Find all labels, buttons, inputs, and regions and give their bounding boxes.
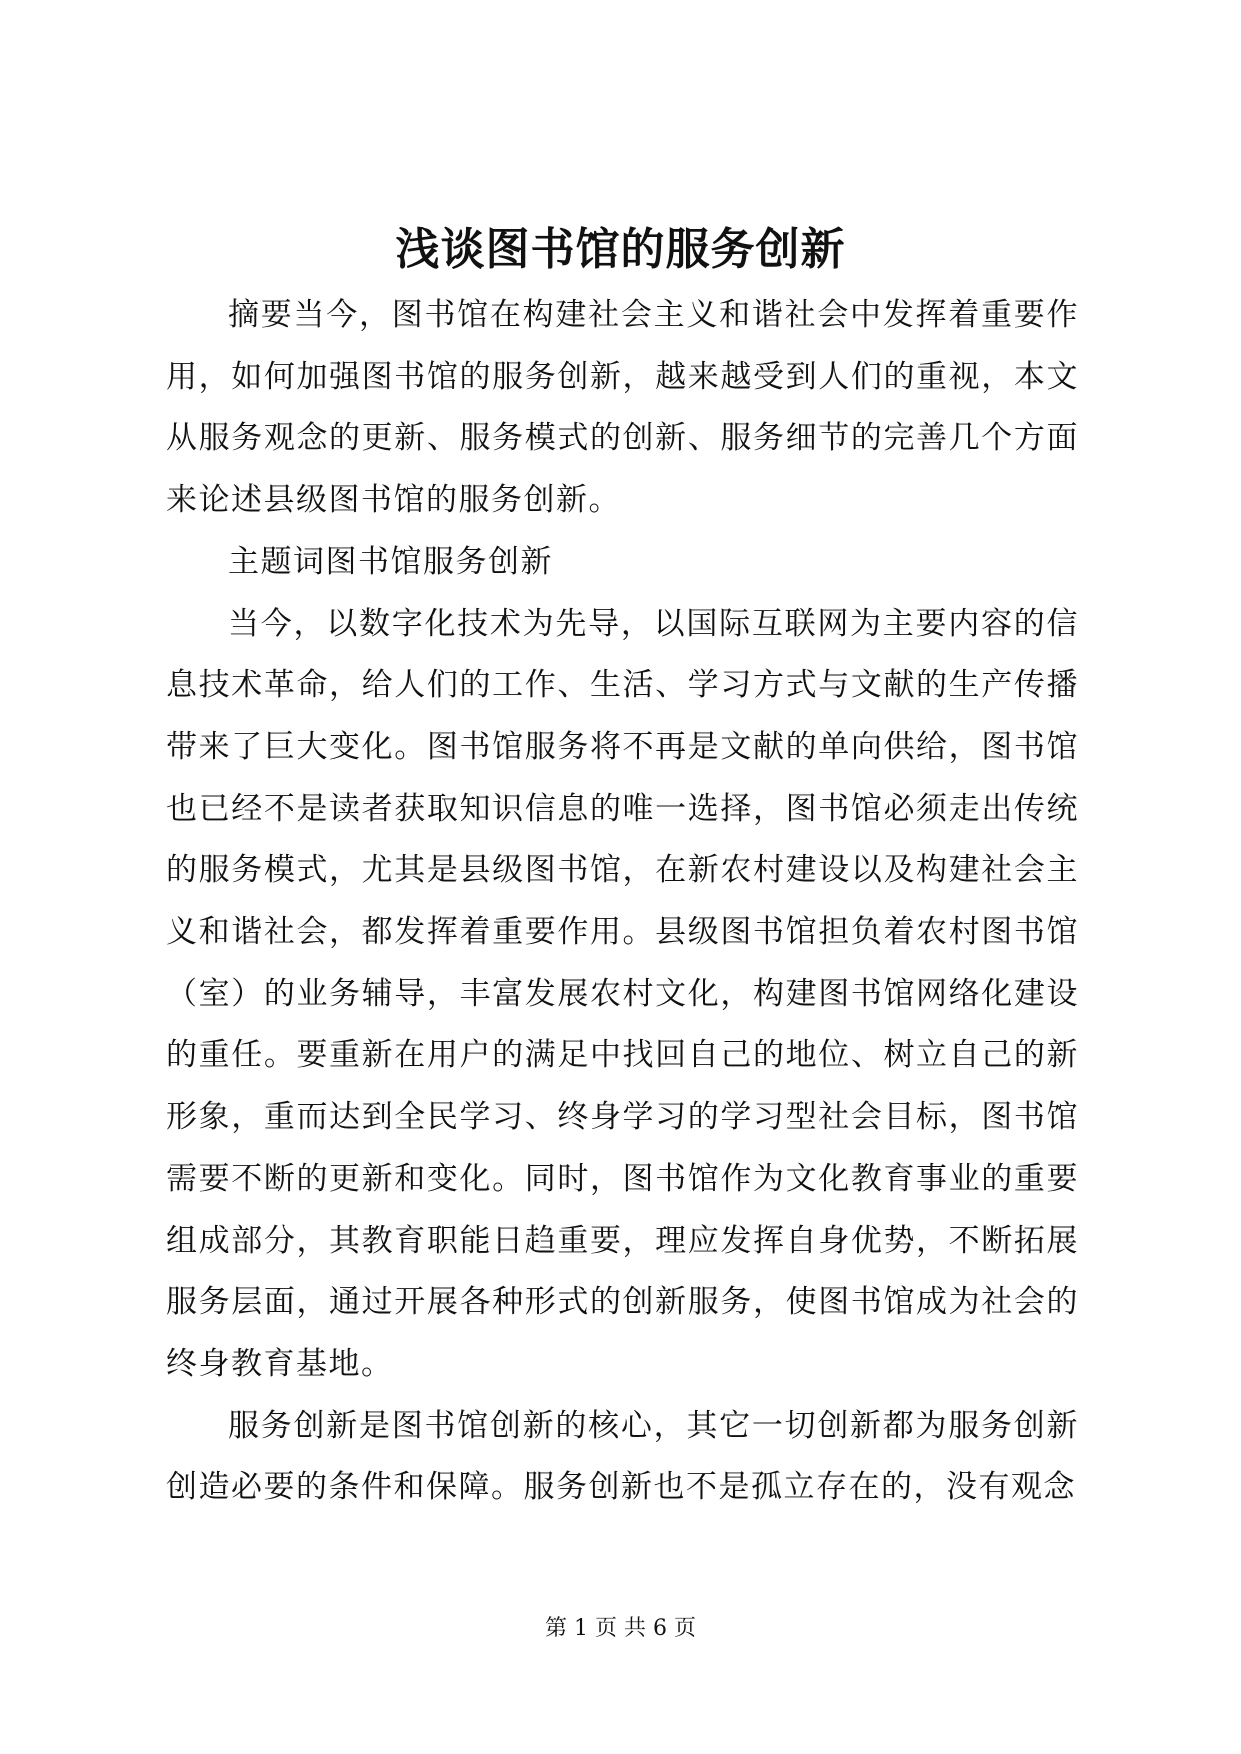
abstract-paragraph: 摘要当今，图书馆在构建社会主义和谐社会中发挥着重要作用，如何加强图书馆的服务创新，越来越受到人们的重视，本文从服务观念的更新、服务模式的创新、服务细节的完善几个方面来论述县级图书馆的服务创新。 <box>166 297 1079 519</box>
keywords-paragraph: 主题词图书馆服务创新 <box>228 543 553 580</box>
document-body <box>166 285 1079 1519</box>
page-number: 第 1 页 共 6 页 <box>545 1616 696 1641</box>
page-footer <box>0 1614 1241 1644</box>
body-paragraph: 服务创新是图书馆创新的核心，其它一切创新都为服务创新创造必要的条件和保障。服务创新也不是孤立存在的，没有观念 <box>166 1407 1079 1506</box>
body-paragraph: 当今，以数字化技术为先导，以国际互联网为主要内容的信息技术革命，给人们的工作、生活、学习方式与文献的生产传播带来了巨大变化。图书馆服务将不再是文献的单向供给，图书馆也已经不是读者获取知识信息的唯一选择，图书馆必须走出传统的服务模式，尤其是县级图书馆，在新农村建设以及构建社会主义和谐社会，都发挥着重要作用。县级图书馆担负着农村图书馆（室）的业务辅导，丰富发展农村文化，构建图书馆网络化建设的重任。要重新在用户的满足中找回自己的地位、树立自己的新形象，重而达到全民学习、终身学习的学习型社会目标，图书馆需要不断的更新和变化。同时，图书馆作为文化教育事业的重要组成部分，其教育职能日趋重要，理应发挥自身优势，不断拓展服务层面，通过开展各种形式的创新服务，使图书馆成为社会的终身教育基地。 <box>166 605 1079 1382</box>
document-title: 浅谈图书馆的服务创新 <box>395 224 846 275</box>
